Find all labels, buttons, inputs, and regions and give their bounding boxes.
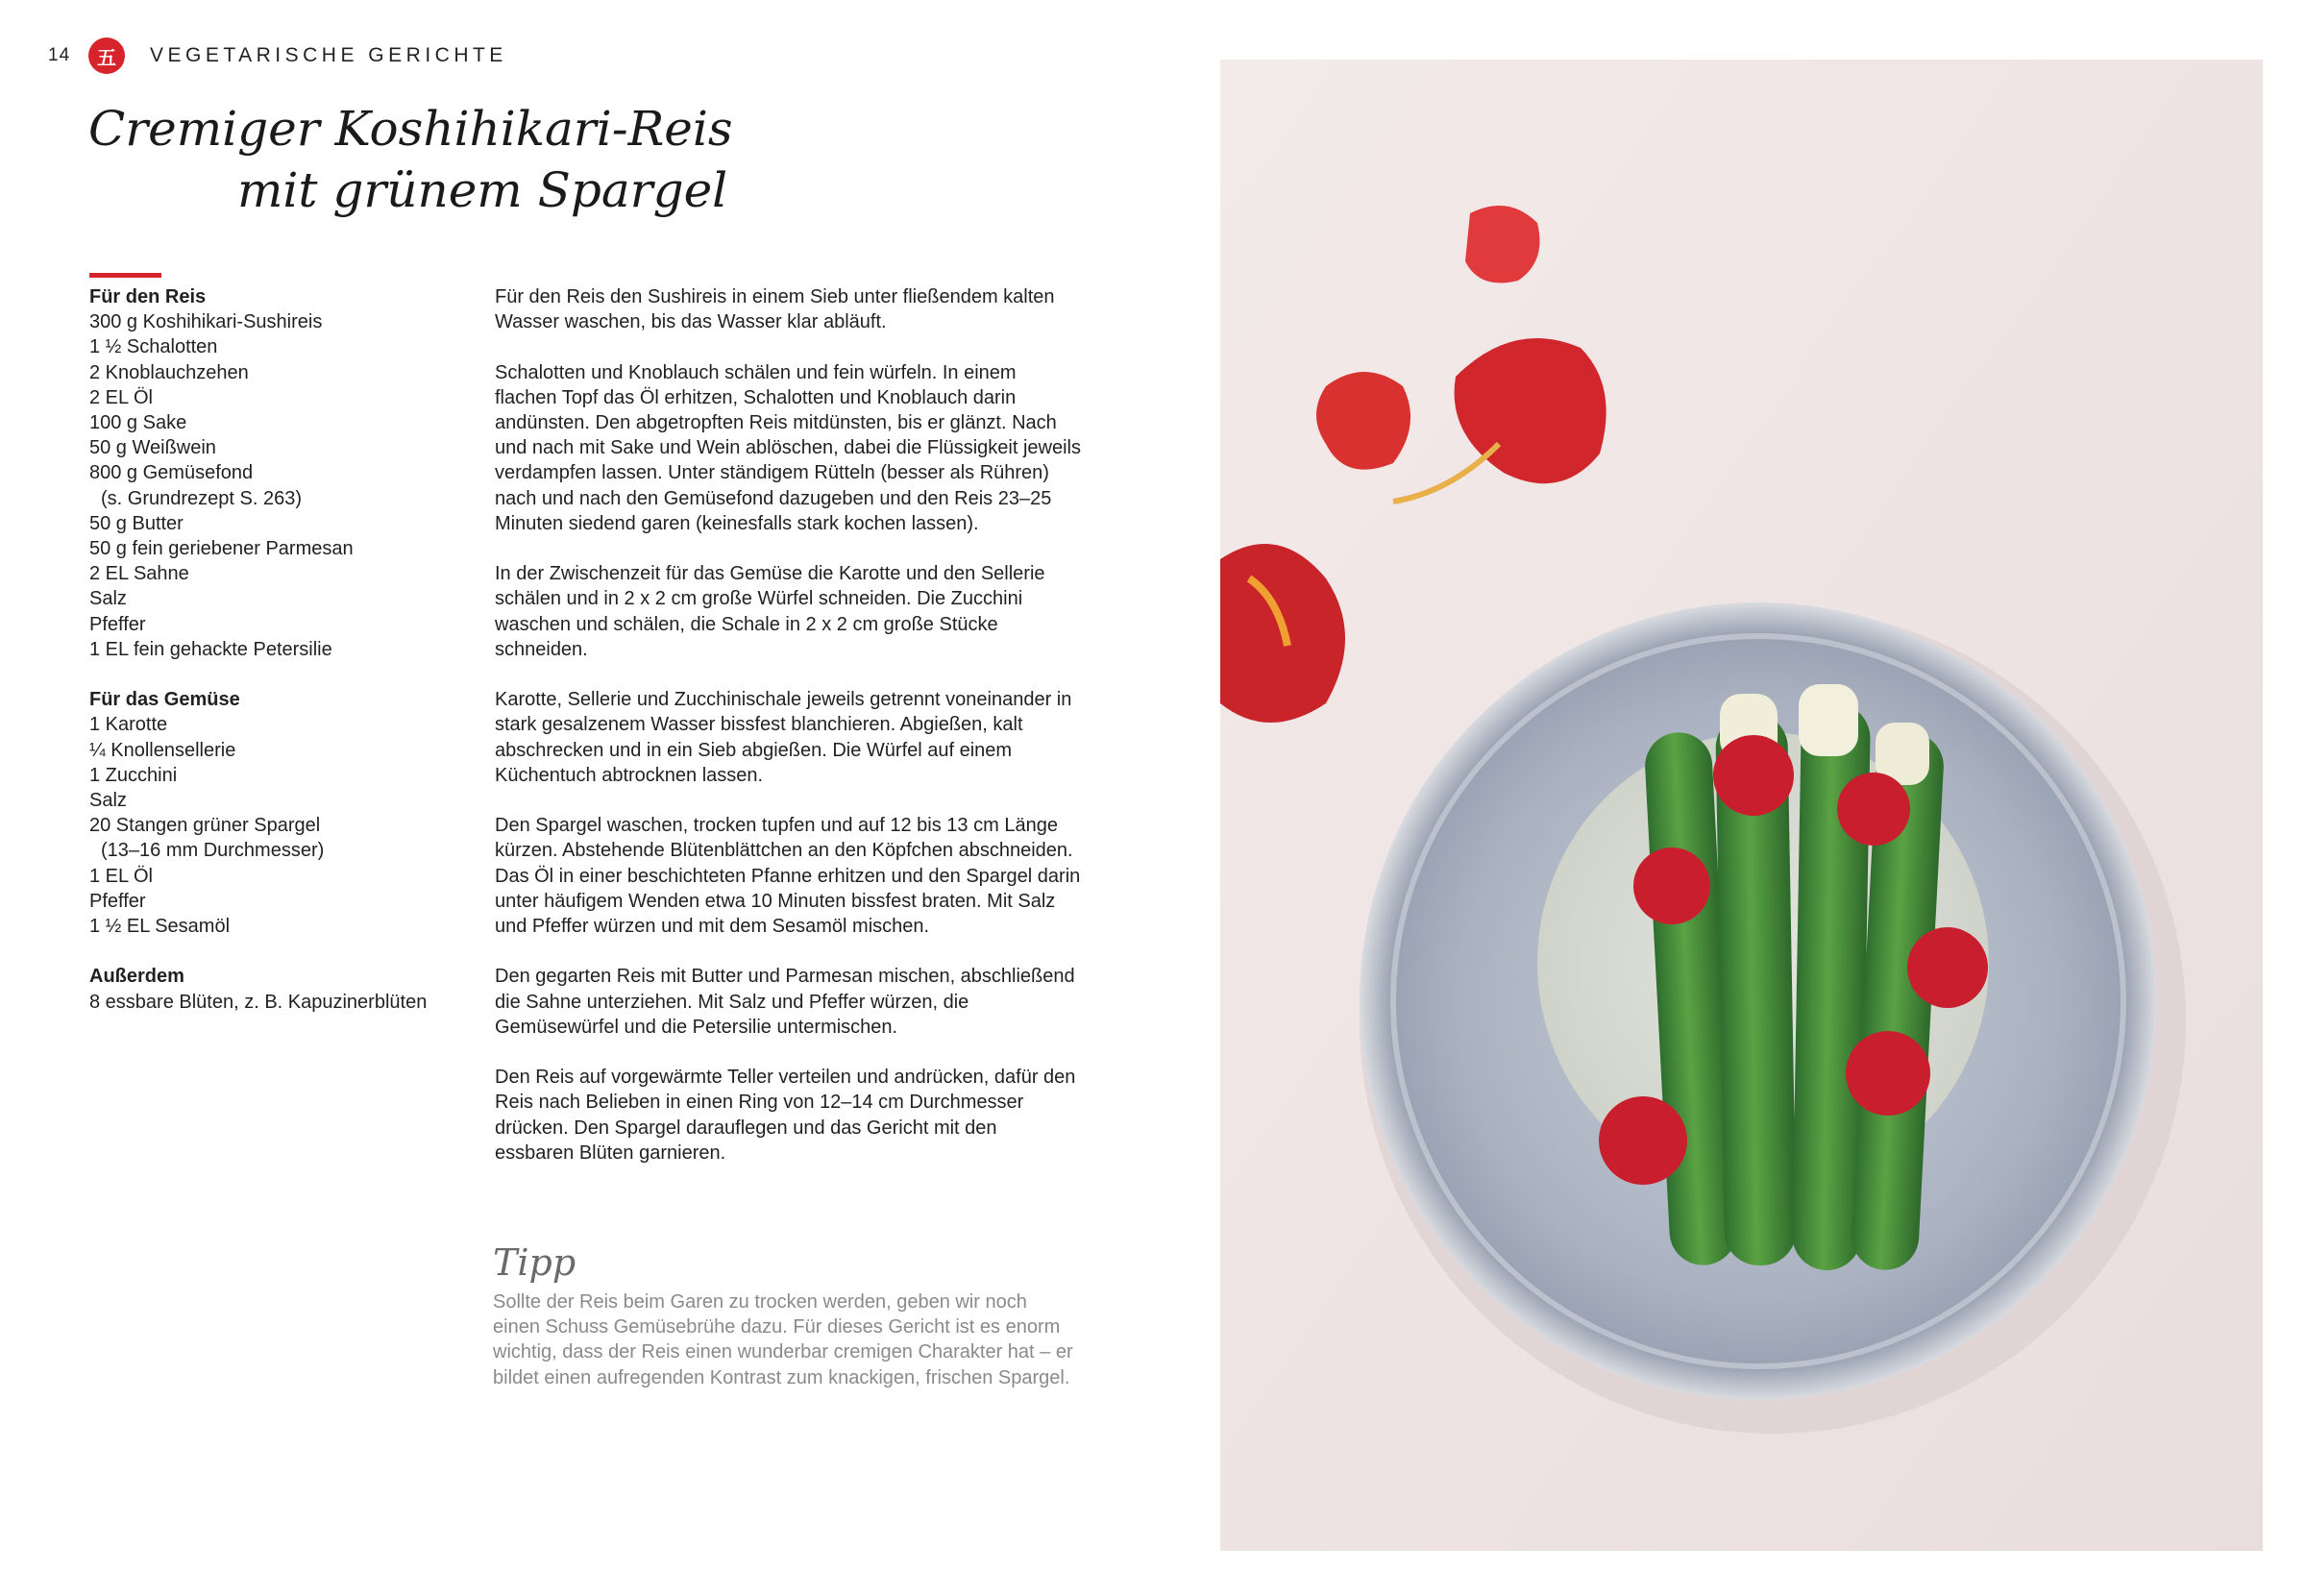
ingredient-item: Pfeffer — [89, 890, 146, 912]
ingredient-item: 800 g Gemüsefond — [89, 462, 254, 484]
recipe-title-line2: mit grünem Spargel — [237, 162, 728, 218]
recipe-title-line1: Cremiger Koshihikari-Reis — [88, 101, 733, 157]
ingredient-item: Pfeffer — [89, 613, 146, 635]
ingredient-item: 1 ½ EL Sesamöl — [89, 916, 231, 938]
method-step: Den gegarten Reis mit Butter und Parmesan mischen, abschließend die Sahne unterziehen. Mit Salz und Pfeffer würzen, die Gemüsewürfel und die Petersilie untermischen. — [495, 966, 1075, 1038]
ingredient-item: 50 g Butter — [89, 512, 184, 534]
chapter-badge-icon: 五 — [88, 37, 125, 74]
ingredients-list — [89, 284, 474, 1040]
ingredient-group — [89, 284, 474, 662]
ingredient-item: 100 g Sake — [89, 412, 187, 434]
ingredient-group-heading: Für das Gemüse — [89, 689, 240, 711]
ingredient-item: Salz — [89, 790, 127, 812]
ingredient-item: 8 essbare Blüten, z. B. Kapuzinerblüten — [89, 991, 428, 1013]
ingredient-item: Salz — [89, 588, 127, 610]
ingredient-item: ¼ Knollensellerie — [89, 739, 236, 761]
ingredient-item: 50 g fein geriebener Parmesan — [89, 538, 354, 560]
ingredient-item: 2 EL Sahne — [89, 563, 189, 585]
tip-text: Sollte der Reis beim Garen zu trocken werden, geben wir noch einen Schuss Gemüsebrühe dazu. Für dieses Gericht ist es enorm wichtig, dass der Reis einen wunderbar cremigen Charakter hat – er bildet einen aufregenden Kontrast zum knackigen, frischen Spargel. — [493, 1291, 1073, 1388]
ingredient-item: 50 g Weißwein — [89, 437, 216, 459]
ingredient-item: (s. Grundrezept S. 263) — [101, 487, 302, 509]
ingredient-item: (13–16 mm Durchmesser) — [101, 840, 325, 862]
method-text — [495, 284, 1081, 1191]
ingredient-item: 20 Stangen grüner Spargel — [89, 815, 321, 837]
section-title: VEGETARISCHE GERICHTE — [150, 44, 507, 66]
method-step: Für den Reis den Sushireis in einem Sieb unter fließendem kalten Wasser waschen, bis das Wasser klar abläuft. — [495, 286, 1055, 333]
ingredient-group — [89, 964, 474, 1014]
dish-photo-illustration — [1220, 60, 2263, 1551]
ingredient-item: 2 EL Öl — [89, 386, 153, 408]
method-step: Schalotten und Knoblauch schälen und fein würfeln. In einem flachen Topf das Öl erhitzen, Schalotten und Knoblauch darin andünsten. Den abgetropften Reis mitdünsten, bis er glänzt. Nach und nach mit Sake und Wein ablöschen, dabei die Flüssigkeit jeweils verdampfen lassen. Unter ständigem Rütteln (besser als Rühren) nach und nach den Gemüsefond dazugeben und den Reis 23–25 Minuten siedend garen (keinesfalls stark kochen lassen). — [495, 361, 1081, 534]
method-step: Den Spargel waschen, trocken tupfen und auf 12 bis 13 cm Länge kürzen. Abstehende Blütenblättchen an den Köpfchen abschneiden. Das Öl in einer beschichteten Pfanne erhitzen und den Spargel darin unter häufigem Wenden etwa 10 Minuten bissfest braten. Mit Salz und Pfeffer würzen und mit dem Sesamöl mischen. — [495, 815, 1081, 938]
tip-label: Tipp — [493, 1241, 576, 1284]
ingredient-item: 1 Karotte — [89, 714, 168, 736]
method-step: Karotte, Sellerie und Zucchinischale jeweils getrennt voneinander in stark gesalzenem Wasser bissfest blanchieren. Abgießen, kalt abschrecken und in ein Sieb abgießen. Die Würfel auf einem Küchentuch abtrocknen lassen. — [495, 689, 1072, 786]
method-step: Den Reis auf vorgewärmte Teller verteilen und andrücken, dafür den Reis nach Belieben in einen Ring von 12–14 cm Durchmesser drücken. Den Spargel darauflegen und das Gericht mit den essbaren Blüten garnieren. — [495, 1067, 1076, 1164]
page-header — [48, 35, 507, 77]
ingredient-item: 1 ½ Schalotten — [89, 336, 218, 358]
recipe-title — [88, 98, 732, 221]
tip-box — [493, 1240, 1079, 1390]
ingredient-item: 1 Zucchini — [89, 764, 178, 786]
ingredient-group-heading: Für den Reis — [89, 286, 207, 307]
ingredient-group-heading: Außerdem — [89, 966, 184, 988]
ingredient-group — [89, 687, 474, 939]
ingredient-item: 1 EL fein gehackte Petersilie — [89, 638, 332, 660]
ingredient-item: 2 Knoblauchzehen — [89, 361, 249, 383]
page-number: 14 — [48, 45, 71, 65]
method-step: In der Zwischenzeit für das Gemüse die Karotte und den Sellerie schälen und in 2 x 2 cm große Würfel schneiden. Die Zucchini waschen und schälen, die Schale in 2 x 2 cm große Stücke schneiden. — [495, 563, 1045, 660]
dish-photo — [1220, 60, 2263, 1551]
ingredient-item: 300 g Koshihikari-Sushireis — [89, 311, 323, 333]
ingredient-item: 1 EL Öl — [89, 865, 153, 887]
accent-divider — [89, 273, 161, 278]
